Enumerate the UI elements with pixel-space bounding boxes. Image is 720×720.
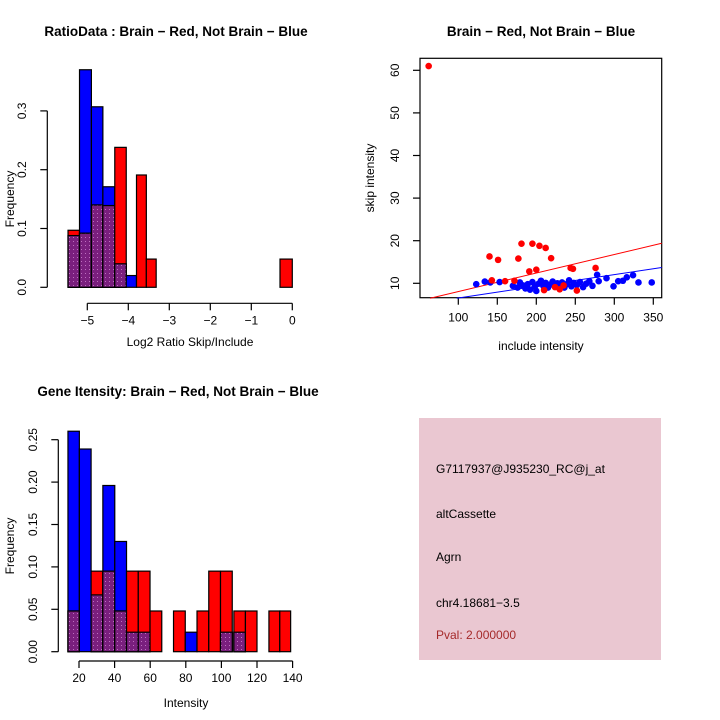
- hist-bar-red: [146, 259, 156, 287]
- scatter-point-red: [574, 287, 581, 294]
- y-tick-label: 60: [388, 63, 402, 77]
- scatter-point-blue: [533, 288, 540, 295]
- hist-bar-blue: [126, 276, 136, 288]
- scatter-plot-area: [388, 58, 664, 324]
- y-tick-label: 0.20: [26, 470, 40, 494]
- hist-bar-blue: [79, 449, 91, 652]
- ratio-histogram-svg: [0, 0, 360, 360]
- plot-box: [420, 58, 662, 297]
- x-tick-label: 100: [448, 310, 469, 325]
- x-tick-label: 350: [643, 310, 664, 325]
- y-tick-label: 0.3: [15, 102, 29, 120]
- ratio-hist-title: RatioData : Brain − Red, Not Brain − Blue: [44, 24, 308, 39]
- scatter-point-red: [533, 266, 540, 273]
- gene-hist-title: Gene Itensity: Brain − Red, Not Brain − Blue: [37, 384, 319, 399]
- ratio-hist-ylabel: Frequency: [3, 170, 17, 228]
- scatter-point-red: [570, 266, 577, 273]
- hist-bar-overlap: [91, 595, 103, 652]
- hist-bar-overlap: [68, 236, 79, 288]
- scatter-point-red: [489, 277, 496, 284]
- hist-bar-overlap: [115, 611, 127, 652]
- hist-bar-overlap: [80, 233, 92, 287]
- scatter-point-red: [541, 287, 548, 294]
- gene-name-text: Agrn: [436, 550, 462, 564]
- hist-bar-overlap: [221, 632, 233, 652]
- panel-info: [360, 360, 720, 720]
- hist-bar-overlap: [127, 632, 139, 652]
- panel-gene-intensity-histogram: [0, 360, 360, 720]
- x-tick-label: 60: [143, 671, 157, 685]
- hist-bar-overlap: [103, 206, 115, 288]
- hist-bar-overlap: [91, 205, 102, 287]
- scatter-point-blue: [594, 271, 601, 278]
- ratio-hist-xlabel: Log2 Ratio Skip/Include: [126, 335, 254, 349]
- gene-hist-plot-area: [26, 428, 303, 685]
- y-tick-label: 40: [388, 148, 402, 163]
- scatter-point-blue: [610, 283, 617, 290]
- hist-bar-overlap: [103, 571, 115, 652]
- scatter-point-blue: [603, 275, 610, 282]
- probe-id-text: G7117937@J935230_RC@j_at: [436, 462, 605, 476]
- x-tick-label: 20: [72, 671, 86, 685]
- scatter-point-red: [526, 268, 533, 275]
- scatter-point-red: [548, 255, 555, 262]
- x-tick-label: 250: [565, 310, 586, 325]
- y-tick-label: 0.15: [26, 512, 40, 537]
- scatter-point-blue: [648, 279, 655, 286]
- y-tick-label: 10: [388, 276, 402, 290]
- scatter-point-red: [518, 240, 525, 247]
- hist-bar-blue: [185, 632, 197, 652]
- scatter-point-red: [536, 243, 543, 250]
- scatter-point-red: [425, 63, 432, 70]
- location-text: chr4.18681−3.5: [436, 596, 520, 610]
- hist-bar-red: [269, 611, 280, 652]
- x-tick-label: −1: [244, 313, 259, 328]
- scatter-point-blue: [635, 279, 642, 286]
- y-tick-label: 30: [388, 191, 402, 205]
- scatter-point-red: [486, 253, 493, 260]
- gene-hist-xlabel: Intensity: [163, 696, 209, 710]
- hist-bar-red: [280, 611, 291, 652]
- x-tick-label: 80: [179, 671, 193, 685]
- hist-bar-red: [150, 611, 162, 652]
- scatter-title: Brain − Red, Not Brain − Blue: [446, 24, 636, 39]
- scatter-point-red: [542, 245, 549, 252]
- hist-bar-overlap: [138, 632, 150, 652]
- ratio-hist-plot-area: [15, 70, 296, 328]
- hist-bar-red: [137, 175, 147, 287]
- splice-type-text: altCassette: [436, 507, 497, 521]
- scatter-point-red: [529, 240, 536, 247]
- gene-hist-ylabel: Frequency: [3, 517, 17, 575]
- x-tick-label: 200: [526, 310, 547, 325]
- pval-text: Pval: 2.000000: [436, 628, 517, 642]
- scatter-point-blue: [623, 274, 630, 281]
- y-tick-label: 0.1: [15, 220, 29, 237]
- scatter-point-blue: [630, 272, 637, 279]
- hist-bar-red: [197, 611, 209, 652]
- hist-bar-red: [209, 571, 221, 652]
- scatter-point-blue: [473, 281, 480, 288]
- scatter-point-red: [556, 286, 563, 293]
- hist-bar-overlap: [68, 611, 79, 652]
- scatter-xlabel: include intensity: [498, 339, 584, 353]
- y-tick-label: 50: [388, 106, 402, 120]
- y-tick-label: 0.10: [26, 555, 40, 579]
- panel-intensity-scatter: [360, 0, 720, 360]
- y-tick-label: 0.00: [26, 640, 40, 664]
- x-tick-label: 40: [107, 671, 122, 685]
- y-tick-label: 0.05: [26, 597, 40, 621]
- x-tick-label: −4: [121, 313, 136, 328]
- scatter-point-red: [515, 255, 522, 262]
- hist-bar-red: [174, 611, 186, 652]
- hist-bar-red: [280, 259, 292, 287]
- x-tick-label: 140: [282, 671, 303, 685]
- scatter-point-red: [592, 265, 599, 272]
- x-tick-label: 0: [288, 313, 296, 328]
- panel-ratio-histogram: [0, 0, 360, 360]
- scatter-ylabel: skip intensity: [363, 143, 377, 213]
- hist-bar-red: [245, 611, 257, 652]
- y-tick-label: 0.25: [26, 428, 40, 452]
- x-tick-label: 120: [246, 671, 268, 685]
- gene-intensity-histogram-svg: [0, 360, 360, 720]
- x-tick-label: −5: [80, 313, 95, 328]
- x-tick-label: −3: [162, 313, 177, 328]
- scatter-point-red: [502, 278, 509, 285]
- scatter-point-blue: [595, 278, 602, 285]
- scatter-point-red: [511, 277, 518, 284]
- scatter-point-red: [495, 257, 502, 264]
- hist-bar-overlap: [234, 632, 246, 652]
- scatter-point-blue: [589, 283, 596, 290]
- x-tick-label: 100: [211, 671, 232, 685]
- x-tick-label: −2: [203, 313, 218, 328]
- x-tick-label: 150: [487, 310, 508, 325]
- hist-bar-overlap: [115, 264, 126, 288]
- y-tick-label: 0.0: [15, 278, 29, 296]
- gene-info-box: [419, 418, 661, 660]
- y-tick-label: 20: [388, 234, 402, 248]
- intensity-scatter-svg: [360, 0, 720, 360]
- y-tick-label: 0.2: [15, 161, 29, 179]
- x-tick-label: 300: [604, 310, 625, 325]
